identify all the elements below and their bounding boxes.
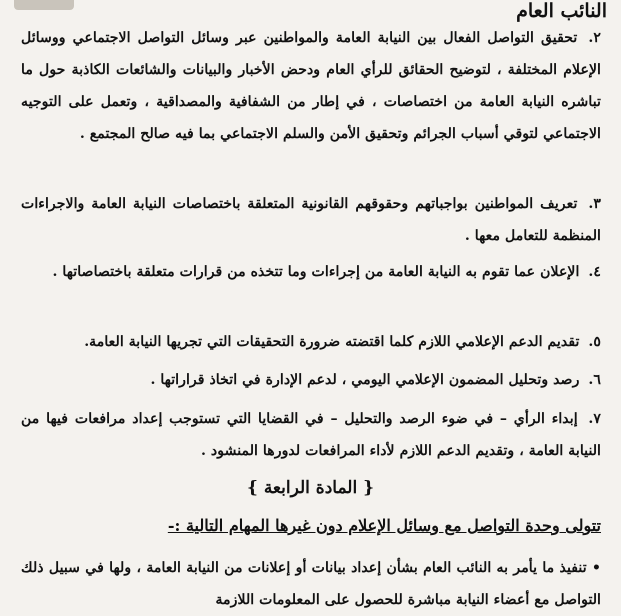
item-number: ٧. bbox=[588, 411, 601, 427]
page-header: النائب العام bbox=[516, 0, 607, 22]
item-number: ٤. bbox=[588, 264, 601, 280]
item-text: إبداء الرأي – في ضوء الرصد والتحليل – في القضايا التي تستوجب إعداد مرافعات فيها من النيابة العامة ، وتقديم الدعم اللازم لأداء المرافعات لدورها المنشود . bbox=[21, 411, 601, 459]
item-text: تقديم الدعم الإعلامي اللازم كلما اقتضته ضرورة التحقيقات التي تجريها النيابة العامة. bbox=[84, 334, 580, 350]
bullet-item bbox=[21, 552, 601, 616]
item-number: ٣. bbox=[588, 196, 601, 212]
section-heading: تتولى وحدة التواصل مع وسائل الإعلام دون غيرها المهام التالية :- bbox=[167, 516, 601, 535]
article-title-text: { المادة الرابعة } bbox=[246, 478, 375, 498]
list-item bbox=[21, 22, 601, 150]
bullet-icon: • bbox=[591, 560, 601, 576]
item-number: ٦. bbox=[588, 372, 601, 388]
article-title bbox=[0, 478, 621, 498]
item-text: رصد وتحليل المضمون الإعلامي اليومي ، لدعم الإدارة في اتخاذ قراراتها . bbox=[150, 372, 580, 388]
item-text: تحقيق التواصل الفعال بين النيابة العامة والمواطنين عبر وسائل التواصل الاجتماعي ووسائل الإعلام المختلفة ، لتوضيح الحقائق للرأي العام ودحض الأخبار والبيانات والشائعات الكاذبة حول ما تباشره النيابة العامة من اختصاصات ، في إطار من الشفافية والمصداقية ، وتعمل على التوجيه الاجتماعي لتوقي أسباب الجرائم وتحقيق الأمن والسلم الاجتماعي بما فيه صالح المجتمع . bbox=[21, 30, 601, 142]
list-item bbox=[21, 364, 601, 396]
item-number: ٥. bbox=[588, 334, 601, 350]
list-item bbox=[21, 188, 601, 252]
item-text: الإعلان عما تقوم به النيابة العامة من إجراءات وما تتخذه من قرارات متعلقة باختصاصاتها . bbox=[52, 264, 580, 280]
bullet-text: تنفيذ ما يأمر به النائب العام بشأن إعداد بيانات أو إعلانات من النيابة العامة ، ولها في سبيل ذلك التواصل مع أعضاء النيابة مباشرة للحصول على المعلومات اللازمة bbox=[21, 560, 601, 608]
item-text: تعريف المواطنين بواجباتهم وحقوقهم القانونية المتعلقة باختصاصات النيابة العامة والاجراءات المنظمة للتعامل معها . bbox=[21, 196, 601, 244]
item-number: ٢. bbox=[588, 30, 601, 46]
list-item bbox=[21, 403, 601, 467]
list-item bbox=[21, 256, 601, 288]
list-item bbox=[21, 326, 601, 358]
stamp-mark bbox=[14, 0, 74, 10]
